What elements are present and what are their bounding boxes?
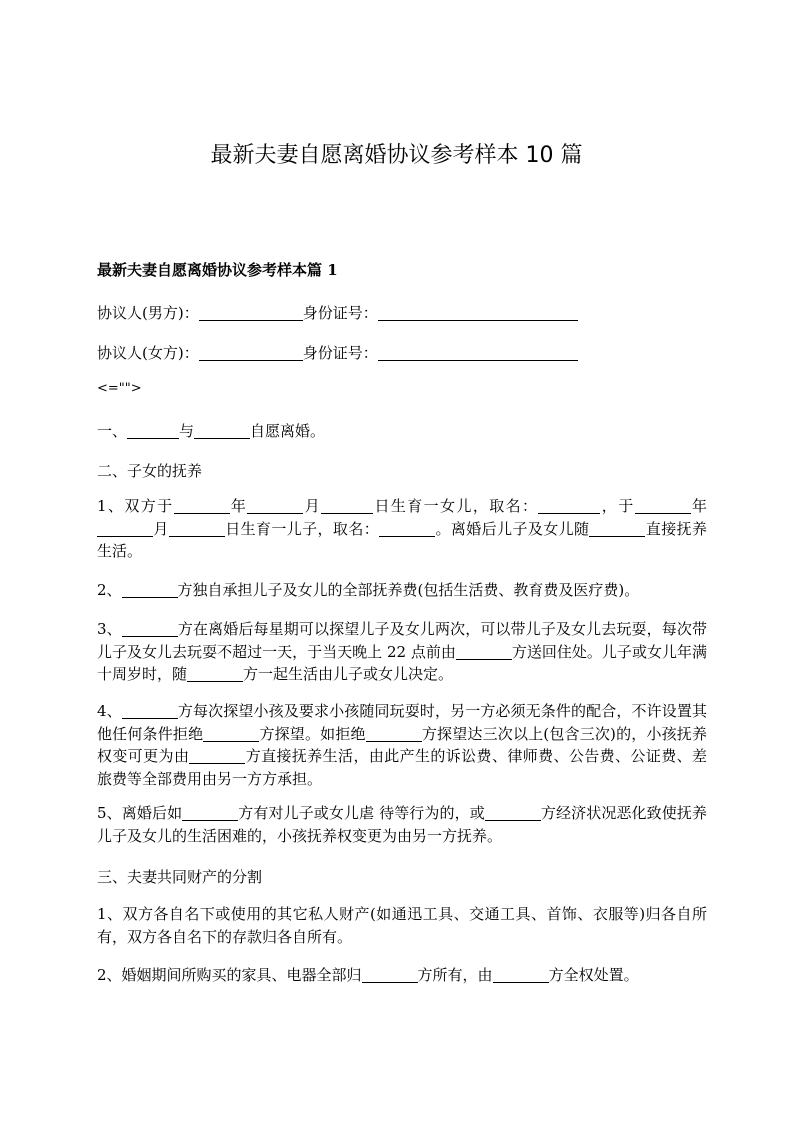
para-text: 1、双方于 (97, 497, 174, 515)
para-text: 4、 (97, 702, 122, 720)
paragraph-2-1 (97, 495, 707, 563)
para-text: 月 (153, 519, 169, 538)
id-blank[interactable] (378, 305, 578, 321)
para-text: 方所有，由 (417, 966, 493, 984)
paragraph-2-5 (97, 802, 707, 847)
blank[interactable] (203, 726, 259, 742)
para-text: 日生育一儿子，取名： (224, 519, 380, 538)
blank[interactable] (366, 726, 422, 742)
paragraph-3-1: 1、双方各自名下或使用的其它私人财产(如通迅工具、交通工具、首饰、衣服等)归各自所有，双方各自名下的存款归各自所有。 (97, 905, 707, 946)
clause-text: 一、 (97, 422, 128, 440)
blank[interactable] (379, 521, 435, 537)
paragraph-2-3 (97, 618, 707, 686)
para-text: 2、婚姻期间所购买的家具、电器全部归 (97, 966, 362, 984)
para-text: 月 (303, 497, 322, 515)
paragraph-3-2 (97, 964, 707, 987)
blank[interactable] (493, 967, 549, 983)
para-text: 方直接抚养生活，由此产生的诉讼费、律师费、公告费、公证费、差旅费等全部费用由另一方方承担。 (97, 747, 707, 788)
id-label: 身份证号： (302, 304, 378, 322)
blank[interactable] (189, 748, 245, 764)
marker-text: <=""> (97, 381, 142, 396)
blank[interactable] (187, 666, 243, 682)
blank[interactable] (635, 498, 691, 514)
party-male-line (97, 302, 707, 325)
paragraph-2-4 (97, 700, 707, 790)
blank[interactable] (247, 498, 303, 514)
blank[interactable] (169, 521, 225, 537)
clause-1 (97, 420, 707, 443)
blank[interactable] (485, 805, 541, 821)
blank[interactable] (182, 805, 238, 821)
para-text: 方一起生活由儿子或女儿决定。 (243, 665, 454, 683)
para-text: 方有对儿子或女儿虐 待等行为的，或 (238, 804, 485, 822)
party-female-label: 协议人(女方)： (97, 344, 199, 362)
para-text: 方全权处置。 (548, 966, 639, 984)
para-text: 3、 (97, 620, 122, 638)
section-title: 最新夫妻自愿离婚协议参考样本篇 1 (97, 261, 338, 279)
para-text: ，于 (600, 497, 635, 515)
para-text: 方独自承担儿子及女儿的全部抚养费(包括生活费、教育费及医疗费)。 (177, 581, 640, 599)
blank[interactable] (362, 967, 418, 983)
party-female-line (97, 342, 707, 365)
blank[interactable] (127, 423, 179, 439)
blank[interactable] (122, 582, 178, 598)
id-blank[interactable] (378, 345, 578, 361)
blank[interactable] (97, 521, 153, 537)
document-title: 最新夫妻自愿离婚协议参考样本 10 篇 (210, 143, 583, 168)
para-text: 2、 (97, 581, 122, 599)
para-text: 方探望。如拒绝 (259, 724, 366, 743)
blank[interactable] (174, 498, 230, 514)
para-text: 方在离婚后每星期可以探望儿子及女儿两次，可以带儿子及女儿去玩耍，每次带儿子及女儿去玩耍不超过一天，于当天晚上 22 点前由 (97, 620, 707, 661)
para-text: 方经济状况恶化致使抚养儿子及女儿的生活困难的，小孩抚养权变更为由另一方抚养。 (97, 804, 707, 845)
paragraph-2-2 (97, 579, 707, 602)
blank[interactable] (538, 498, 600, 514)
para-text: 5、离婚后如 (97, 804, 183, 822)
id-label: 身份证号： (302, 344, 378, 362)
para-text: 。离婚后儿子及女儿随 (435, 519, 590, 538)
para-text: 直接抚养生活。 (97, 519, 707, 560)
para-text: 方送回住处。儿子或女儿年满十周岁时，随 (97, 642, 707, 683)
name-blank[interactable] (199, 345, 303, 361)
blank[interactable] (122, 703, 178, 719)
blank[interactable] (321, 498, 373, 514)
blank[interactable] (589, 521, 645, 537)
party-male-label: 协议人(男方)： (97, 304, 199, 322)
para-text: 日生育一女儿，取名： (373, 497, 539, 515)
para-text: 方探望达三次以上(包含三次)的，小孩抚养权变可更为由 (97, 724, 707, 765)
clause-text: 自愿离婚。 (250, 422, 326, 440)
clause-text: 与 (179, 422, 195, 440)
para-text: 年 (229, 497, 248, 515)
blank[interactable] (122, 621, 178, 637)
blank[interactable] (194, 423, 250, 439)
name-blank[interactable] (199, 305, 303, 321)
blank[interactable] (456, 644, 512, 660)
para-text: 方每次探望小孩及要求小孩随同玩耍时，另一方必须无条件的配合，不许设置其他任何条件拒绝 (97, 702, 707, 743)
heading-3: 三、夫妻共同财产的分割 (97, 868, 263, 886)
para-text: 年 (690, 497, 707, 515)
heading-2: 二、子女的抚养 (97, 462, 203, 480)
